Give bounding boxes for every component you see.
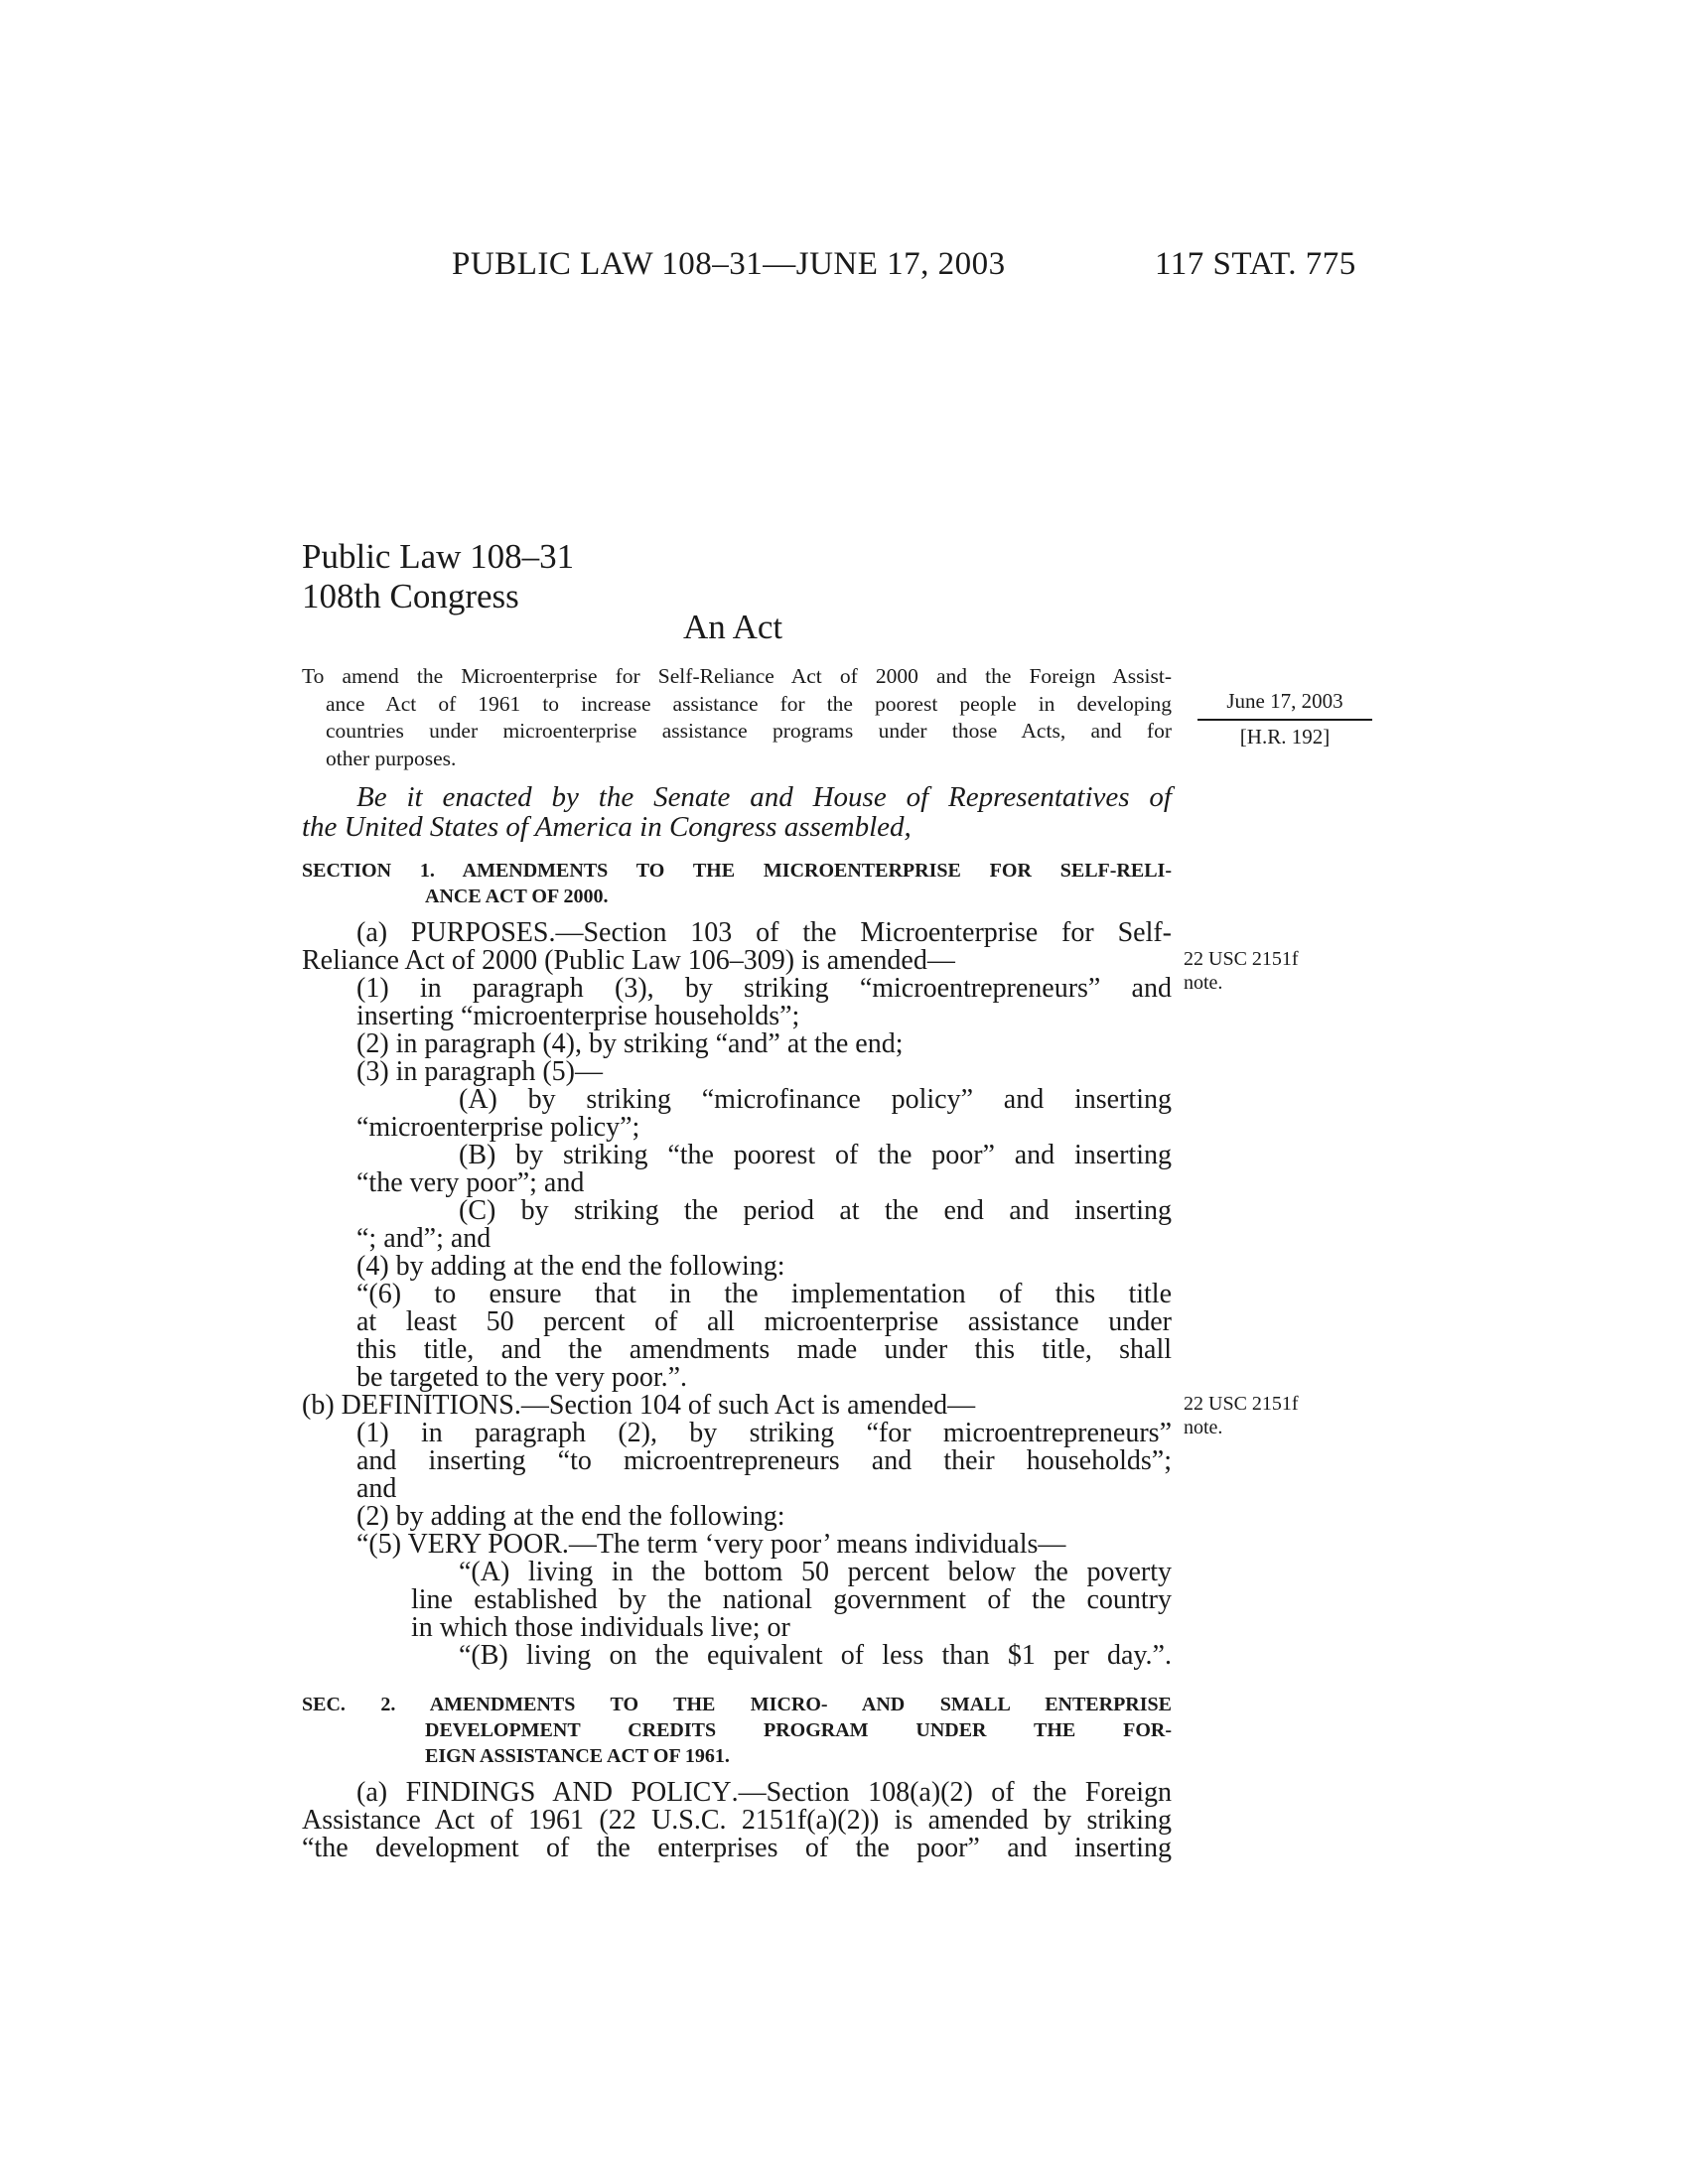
running-header-left: PUBLIC LAW 108–31—JUNE 17, 2003 <box>452 246 1006 282</box>
text-line: (4) by adding at the end the following: <box>356 1251 785 1282</box>
section-heading-line: ANCE ACT OF 2000. <box>425 886 609 907</box>
long-title-line: ance Act of 1961 to increase assistance for the poorest people in developing <box>326 691 1172 716</box>
text-line: (2) by adding at the end the following: <box>356 1501 785 1532</box>
subsection-a-line <box>302 919 1172 947</box>
definition-term: ERY POOR <box>427 1529 562 1560</box>
text-line: be targeted to the very poor.”. <box>356 1362 688 1393</box>
section-2-body <box>302 1779 1172 1862</box>
subsection-heading: EFINITIONS <box>360 1390 514 1421</box>
text-line: (1) in paragraph (2), by striking “for microentrepreneurs” <box>356 1418 1172 1448</box>
margin-note-usc <box>1184 1392 1299 1439</box>
long-title <box>302 663 1172 772</box>
section-heading-line: DEVELOPMENT CREDITS PROGRAM UNDER THE FOR- <box>425 1719 1172 1741</box>
subsection-label: (a) P <box>356 917 427 948</box>
subsection-text: .—Section 104 of such Act is amended— <box>513 1390 976 1421</box>
text-line: “the development of the enterprises of the poor” and inserting <box>302 1833 1172 1863</box>
text-line: (A) by striking “microfinance policy” and inserting <box>459 1084 1172 1115</box>
text-line: inserting “microenterprise households”; <box>356 1001 800 1031</box>
margin-note-label: note. <box>1184 1417 1223 1438</box>
page-stat-number: 117 STAT. 775 <box>1155 246 1356 282</box>
section-1-body <box>302 919 1172 1670</box>
enactment-date: June 17, 2003 <box>1226 689 1343 713</box>
section-heading-line: SECTION 1. AMENDMENTS TO THE MICROENTERPRISE FOR SELF-RELI- <box>302 860 1172 882</box>
enacting-line: the United States of America in Congress assembled, <box>302 811 912 843</box>
subsection-label: (b) D <box>302 1390 361 1421</box>
text-line: “; and”; and <box>356 1223 492 1254</box>
text-line: “(B) living on the equivalent of less than $1 per day.”. <box>459 1640 1172 1671</box>
text-line: at least 50 percent of all microenterprise assistance under <box>356 1306 1172 1337</box>
subsection-a-line <box>302 1779 1172 1807</box>
act-title: An Act <box>683 608 783 646</box>
section-2-heading <box>302 1692 1172 1769</box>
margin-note-usc <box>1184 947 1299 995</box>
margin-note-citation: 22 USC 2151f <box>1184 1393 1299 1415</box>
long-title-line: To amend the Microenterprise for Self-Reliance Act of 2000 and the Foreign Assist- <box>302 664 1172 688</box>
text-line: Assistance Act of 1961 (22 U.S.C. 2151f(a)(2)) is amended by striking <box>302 1805 1172 1836</box>
section-heading-line: EIGN ASSISTANCE ACT OF 1961. <box>425 1745 730 1767</box>
definition-5-line <box>302 1531 1172 1559</box>
text-line: Reliance Act of 2000 (Public Law 106–309) is amended— <box>302 945 955 976</box>
text-line: and <box>356 1473 397 1504</box>
subsection-heading: OLICY <box>646 1777 732 1808</box>
long-title-line: countries under microenterprise assistance programs under those Acts, and for <box>326 719 1172 743</box>
enacting-clause <box>302 782 1172 842</box>
text-line: in which those individuals live; or <box>411 1612 790 1643</box>
margin-note-label: note. <box>1184 972 1223 994</box>
text-line: “the very poor”; and <box>356 1167 585 1198</box>
text-line: “(A) living in the bottom 50 percent below the poverty <box>459 1557 1172 1587</box>
subsection-text: .—Section 103 of the Microenterprise for Self- <box>548 917 1172 948</box>
subsection-b-line <box>302 1392 1172 1420</box>
text-line: “(6) to ensure that in the implementation of this title <box>356 1279 1172 1309</box>
section-heading-line: SEC. 2. AMENDMENTS TO THE MICRO- AND SMALL ENTERPRISE <box>302 1694 1172 1715</box>
public-law-number: Public Law 108–31 <box>302 537 575 576</box>
text-line: (B) by striking “the poorest of the poor” and inserting <box>459 1140 1172 1170</box>
text-line: and inserting “to microentrepreneurs and their households”; <box>356 1445 1172 1476</box>
text-line: “microenterprise policy”; <box>356 1112 640 1143</box>
definition-label: “(5) V <box>356 1529 428 1560</box>
subsection-heading: P <box>612 1777 647 1808</box>
long-title-line: other purposes. <box>326 746 457 770</box>
bill-number: [H.R. 192] <box>1239 725 1331 749</box>
text-line: (C) by striking the period at the end and inserting <box>459 1195 1172 1226</box>
text-line: (3) in paragraph (5)— <box>356 1056 604 1087</box>
margin-note-citation: 22 USC 2151f <box>1184 948 1299 970</box>
subsection-heading: INDINGS AND <box>421 1777 613 1808</box>
text-line: this title, and the amendments made under this title, shall <box>356 1334 1172 1365</box>
definition-text: .—The term ‘very poor’ means individuals— <box>561 1529 1066 1560</box>
enacting-line: Be it enacted by the Senate and House of Representatives of <box>356 781 1172 813</box>
text-line: (1) in paragraph (3), by striking “microentrepreneurs” and <box>356 973 1172 1004</box>
section-1-heading <box>302 858 1172 909</box>
text-line: line established by the national government of the country <box>411 1584 1172 1615</box>
margin-rule <box>1197 719 1372 721</box>
text-line: (2) in paragraph (4), by striking “and” at the end; <box>356 1028 904 1059</box>
margin-date-block <box>1197 687 1372 751</box>
congress-number: 108th Congress <box>302 577 519 615</box>
subsection-heading: URPOSES <box>426 917 549 948</box>
subsection-text: .—Section 108(a)(2) of the Foreign <box>731 1777 1172 1808</box>
subsection-label: (a) F <box>356 1777 422 1808</box>
